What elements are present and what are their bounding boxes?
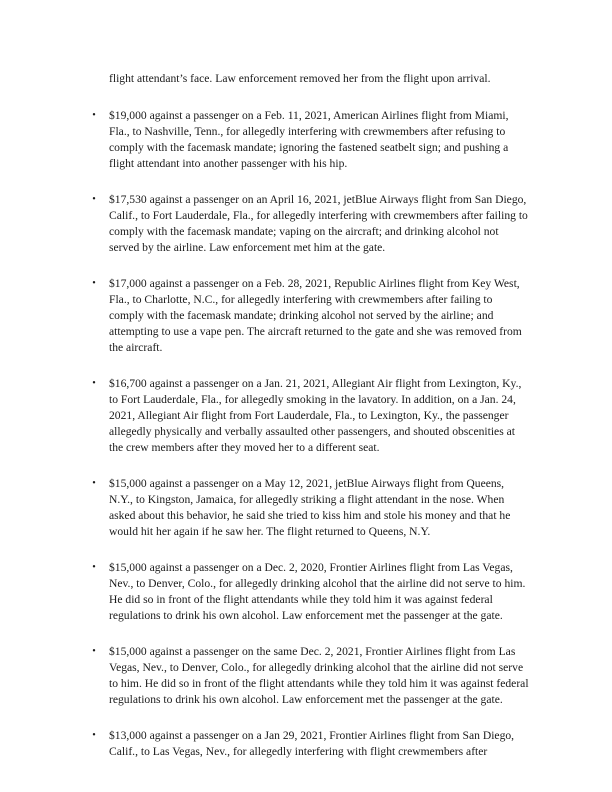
list-item — [92, 276, 529, 356]
document-body — [92, 71, 529, 780]
list-item-text: $17,530 against a passenger on an April 16, 2021, jetBlue Airways flight from San Diego, Calif., to Fort Lauderdale, Fla., for allegedly interfering with crewmembers after failing to comply with the facemask mandate; vaping on the aircraft; and drinking alcohol not served by the airline. Law enforcement met him at the gate. — [109, 193, 528, 254]
list-item — [92, 644, 529, 708]
list-item — [92, 728, 529, 760]
list-item-text: $13,000 against a passenger on a Jan 29, 2021, Frontier Airlines flight from San Diego, Calif., to Las Vegas, Nev., for allegedly interfering with flight crewmembers after — [109, 729, 515, 758]
bullet-icon: • — [92, 278, 96, 289]
bullet-icon: • — [92, 730, 96, 741]
list-item-text: $15,000 against a passenger on a Dec. 2, 2020, Frontier Airlines flight from Las Vegas, Nev., to Denver, Colo., for allegedly drinking alcohol that the airline did not serve to him. He did so in front of the flight attendants while they told him it was against federal regulations to drink his own alcohol. Law enforcement met the passenger at the gate. — [109, 561, 526, 622]
list-item — [92, 108, 529, 172]
list-item — [92, 192, 529, 256]
list-item-text: $17,000 against a passenger on a Feb. 28, 2021, Republic Airlines flight from Key West, Fla., to Charlotte, N.C., for allegedly interfering with crewmembers after failing to comply with the facemask mandate; drinking alcohol not served by the airline; and attempting to use a vape pen. The aircraft returned to the gate and she was removed from the aircraft. — [109, 277, 522, 354]
list-item — [92, 476, 529, 540]
continuation-paragraph: flight attendant’s face. Law enforcement removed her from the flight upon arrival. — [109, 72, 491, 85]
list-item — [92, 560, 529, 624]
list-item — [92, 376, 529, 456]
penalty-list — [92, 108, 529, 760]
bullet-icon: • — [92, 646, 96, 657]
list-item-text: $16,700 against a passenger on a Jan. 21, 2021, Allegiant Air flight from Lexington, Ky., to Fort Lauderdale, Fla., for allegedly smoking in the lavatory. In addition, on a Jan. 24, 2021, Allegiant Air flight from Fort Lauderdale, Fla., to Lexington, Ky., the passenger allegedly physically and verbally assaulted other passengers, and shouted obscenities at the crew members after they moved her to a different seat. — [109, 377, 522, 454]
list-item-text: $15,000 against a passenger on the same Dec. 2, 2021, Frontier Airlines flight from Las Vegas, Nev., to Denver, Colo., for allegedly drinking alcohol that the airline did not serve to him. He did so in front of the flight attendants while they told him it was against federal regulations to drink his own alcohol. Law enforcement met the passenger at the gate. — [109, 645, 529, 706]
list-item-text: $15,000 against a passenger on a May 12, 2021, jetBlue Airways flight from Queens, N.Y., to Kingston, Jamaica, for allegedly striking a flight attendant in the nose. When asked about this behavior, he said she tried to kiss him and stole his money and that he would hit her again if he saw her. The flight returned to Queens, N.Y. — [109, 477, 511, 538]
bullet-icon: • — [92, 194, 96, 205]
bullet-icon: • — [92, 110, 96, 121]
list-item-text: $19,000 against a passenger on a Feb. 11, 2021, American Airlines flight from Miami, Fla., to Nashville, Tenn., for allegedly interfering with crewmembers after refusing to comply with the facemask mandate; ignoring the fastened seatbelt sign; and pushing a flight attendant into another passenger with his hip. — [109, 109, 509, 170]
bullet-icon: • — [92, 478, 96, 489]
bullet-icon: • — [92, 562, 96, 573]
bullet-icon: • — [92, 378, 96, 389]
